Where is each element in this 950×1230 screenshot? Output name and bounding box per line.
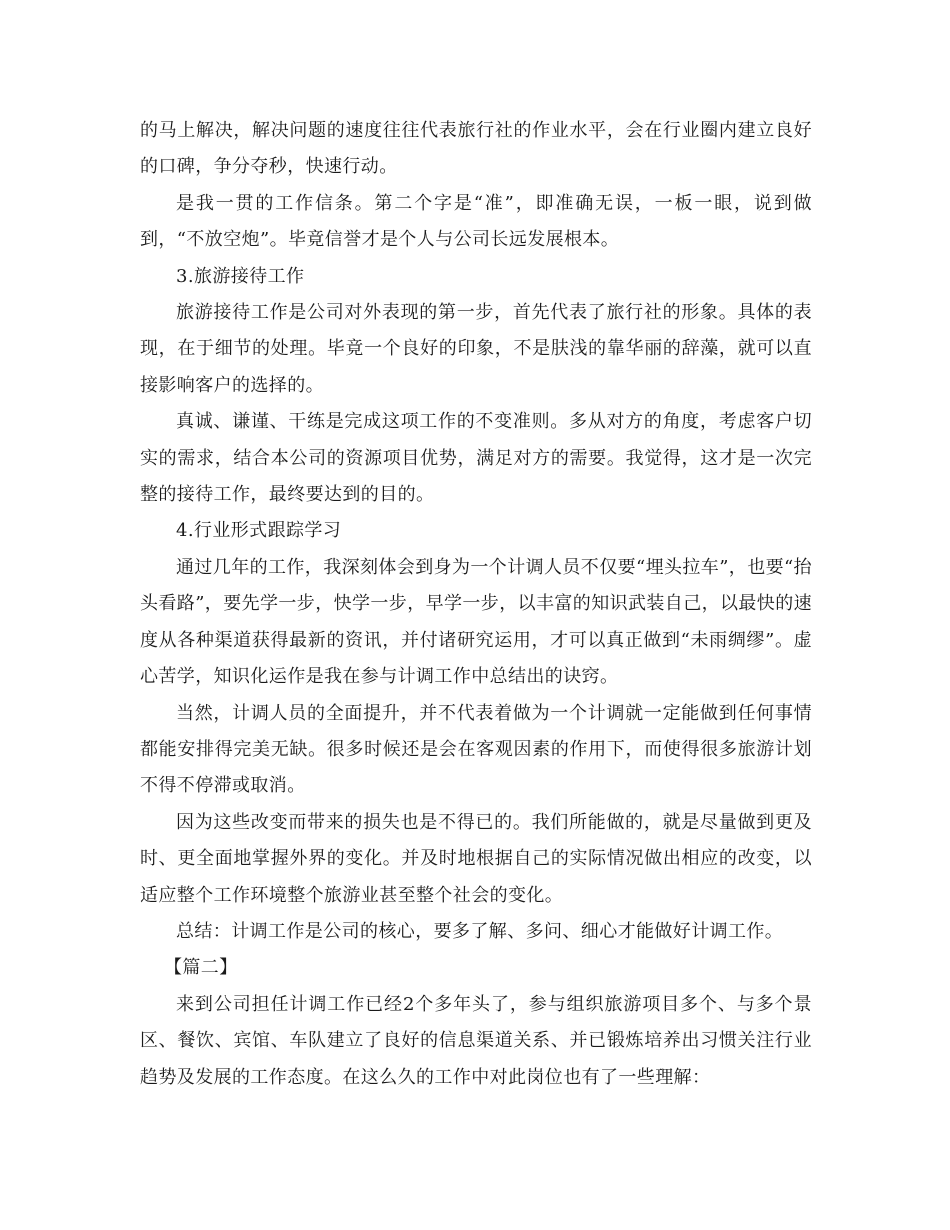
section-heading-reception: 3.旅游接待工作 [176, 265, 305, 287]
paragraph-reception-principles: 真诚、谦谨、干练是完成这项工作的不变准则。多从对方的角度，考虑客户切实的需求，结合本公司的资源项目优势，满足对方的需要。我觉得，这才是一次完整的接待工作，最终要达到的目的。 [140, 411, 812, 506]
document-page [140, 113, 812, 1096]
section-heading-industry-tracking: 4.行业形式跟踪学习 [176, 520, 342, 542]
paragraph-reception-intro: 旅游接待工作是公司对外表现的第一步，首先代表了旅行社的形象。具体的表现，在于细节的处理。毕竟一个良好的印象，不是肤浅的靠华丽的辞藻，就可以直接影响客户的选择的。 [140, 302, 812, 396]
paragraph-industry-learning: 通过几年的工作，我深刻体会到身为一个计调人员不仅要“埋头拉车”，也要“抬头看路”，要先学一步，快学一步，早学一步，以丰富的知识武装自己，以最快的速度从各种渠道获得最新的资讯，并付诸研究运用，才可以真正做到“未雨绸缪”。虚心苦学，知识化运作是我在参与计调工作中总结出的诀窍。 [140, 556, 813, 688]
section-marker-part-two: 【篇二】 [164, 957, 238, 979]
paragraph-part-two-intro: 来到公司担任计调工作已经2个多年头了，参与组织旅游项目多个、与多个景区、餐饮、宾馆、车队建立了良好的信息渠道关系、并已锻炼培养出习惯关注行业趋势及发展的工作态度。在这么久的工作中对此岗位也有了一些理解： [140, 993, 812, 1088]
paragraph-adaptation: 因为这些改变而带来的损失也是不得已的。我们所能做的，就是尽量做到更及时、更全面地掌握外界的变化。并及时地根据自己的实际情况做出相应的改变，以适应整个工作环境整个旅游业甚至整个社会的变化。 [140, 811, 812, 906]
paragraph-summary: 总结：计调工作是公司的核心，要多了解、多问、细心才能做好计调工作。 [176, 920, 784, 942]
paragraph-work-creed: 是我一贯的工作信条。第二个字是“准”，即准确无误，一板一眼，说到做到，“不放空炮”。毕竟信誉才是个人与公司长远发展根本。 [140, 192, 812, 251]
paragraph-limitations: 当然，计调人员的全面提升，并不代表着做为一个计调就一定能做到任何事情都能安排得完美无缺。很多时候还是会在客观因素的作用下，而使得很多旅游计划不得不停滞或取消。 [140, 702, 812, 797]
paragraph-continuation: 的马上解决，解决问题的速度往往代表旅行社的作业水平，会在行业圈内建立良好的口碑，争分夺秒，快速行动。 [140, 120, 812, 178]
